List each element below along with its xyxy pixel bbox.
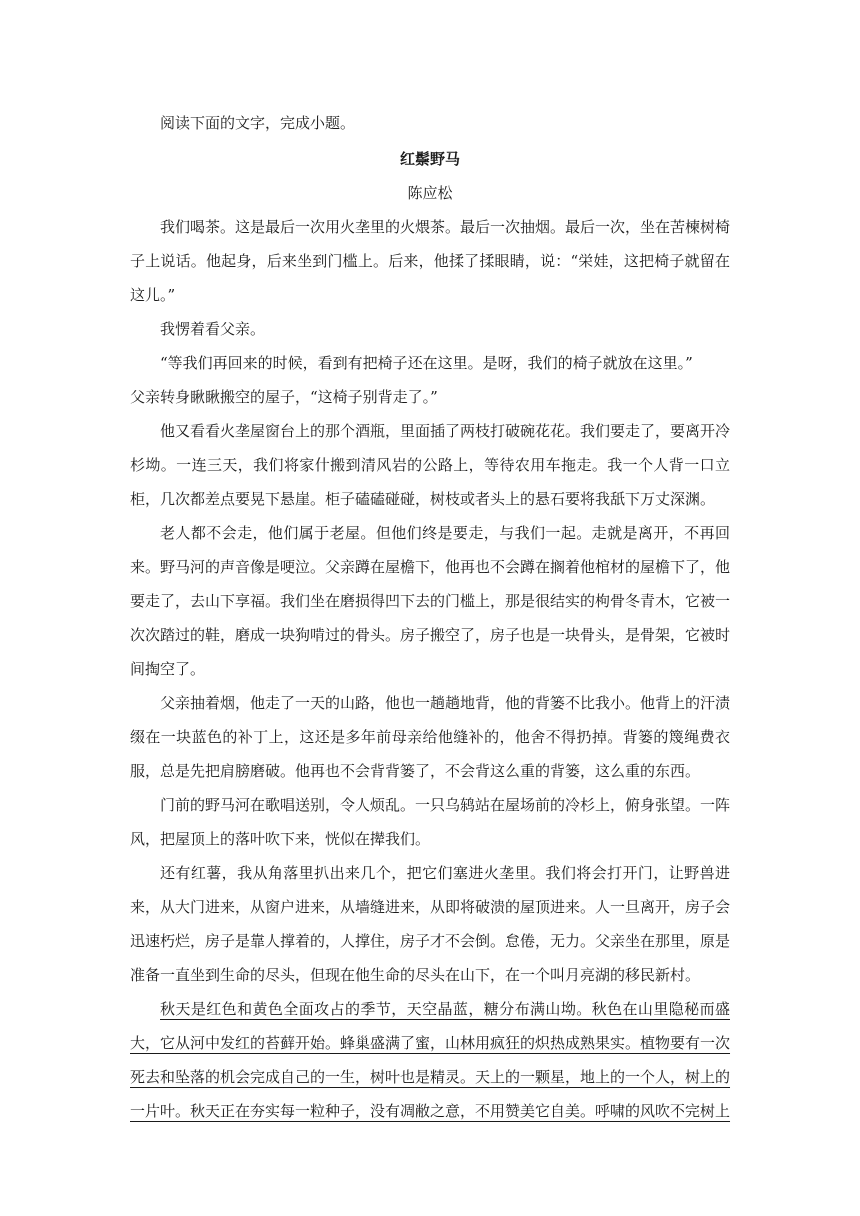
underlined-passage: 秋天是红色和黄色全面攻占的季节，天空晶蓝，糖分布满山坳。秋色在山里隐秘而盛大，它从河中发红的苔藓开始。蜂巢盛满了蜜，山林用疯狂的炽热成熟果实。植物要有一次死去和坠落的机会完成自己的一生，树叶也是精灵。天上的一颗星，地上的一个人，树上的一片叶。秋天正在夯实每一粒种子，没有凋敝之意，不用赞美它自美。呼啸的风吹不完树上 <box>130 1000 731 1120</box>
paragraph-7: 父亲抽着烟，他走了一天的山路，他也一趟趟地背，他的背篓不比我小。他背上的汗渍缀在一块蓝色的补丁上，这还是多年前母亲给他缝补的，他舍不得扔掉。背篓的篾绳费衣服，总是先把肩膀磨破。他再也不会背背篓了，不会背这么重的背篓，这么重的东西。 <box>130 694 731 780</box>
paragraph-6: 老人都不会走，他们属于老屋。但他们终是要走，与我们一起。走就是离开，不再回来。野马河的声音像是哽泣。父亲蹲在屋檐下，他再也不会蹲在搁着他棺材的屋檐下了，他要走了，去山下享福。我们坐在磨损得凹下去的门槛上，那是很结实的枸骨冬青木，它被一次次踏过的鞋，磨成一块狗啃过的骨头。房子搬空了，房子也是一块骨头，是骨架，它被时间掏空了。 <box>130 524 731 678</box>
paragraph-9: 还有红薯，我从角落里扒出来几个，把它们塞进火垄里。我们将会打开门，让野兽进来，从大门进来，从窗户进来，从墙缝进来，从即将破溃的屋顶进来。人一旦离开，房子会迅速朽烂，房子是靠人撑着的，人撑住，房子才不会倒。怠倦，无力。父亲坐在那里，原是准备一直坐到生命的尽头，但现在他生命的尽头在山下，在一个叫月亮湖的移民新村。 <box>130 864 731 984</box>
paragraph-4: 父亲转身瞅瞅搬空的屋子，“这椅子别背走了。” <box>130 388 438 406</box>
document-page <box>130 106 730 1128</box>
reading-instruction: 阅读下面的文字，完成小题。 <box>160 114 356 132</box>
paragraph-5: 他又看看火垄屋窗台上的那个酒瓶，里面插了两枝打破碗花花。我们要走了，要离开冷杉坳。一连三天，我们将家什搬到清风岩的公路上，等待农用车拖走。我一个人背一口立柜，几次都差点要晃下悬崖。柜子磕磕碰碰，树枝或者头上的悬石要将我舐下万丈深渊。 <box>130 422 731 508</box>
article-title: 红鬃野马 <box>399 150 460 168</box>
paragraph-1: 我们喝茶。这是最后一次用火垄里的火煨茶。最后一次抽烟。最后一次，坐在苦楝树椅子上说话。他起身，后来坐到门槛上。后来，他揉了揉眼睛，说：“栄娃，这把椅子就留在这儿。” <box>130 218 731 304</box>
paragraph-3: “等我们再回来的时候，看到有把椅子还在这里。是呀，我们的椅子就放在这里。” <box>160 354 693 372</box>
paragraph-2: 我愣着看父亲。 <box>160 320 266 338</box>
paragraph-8: 门前的野马河在歌唱送别，令人烦乱。一只乌鸫站在屋场前的冷杉上，俯身张望。一阵风，把屋顶上的落叶吹下来，恍似在撵我们。 <box>130 796 731 848</box>
article-author: 陈应松 <box>407 184 453 202</box>
paragraph-10-underlined <box>130 992 730 1128</box>
